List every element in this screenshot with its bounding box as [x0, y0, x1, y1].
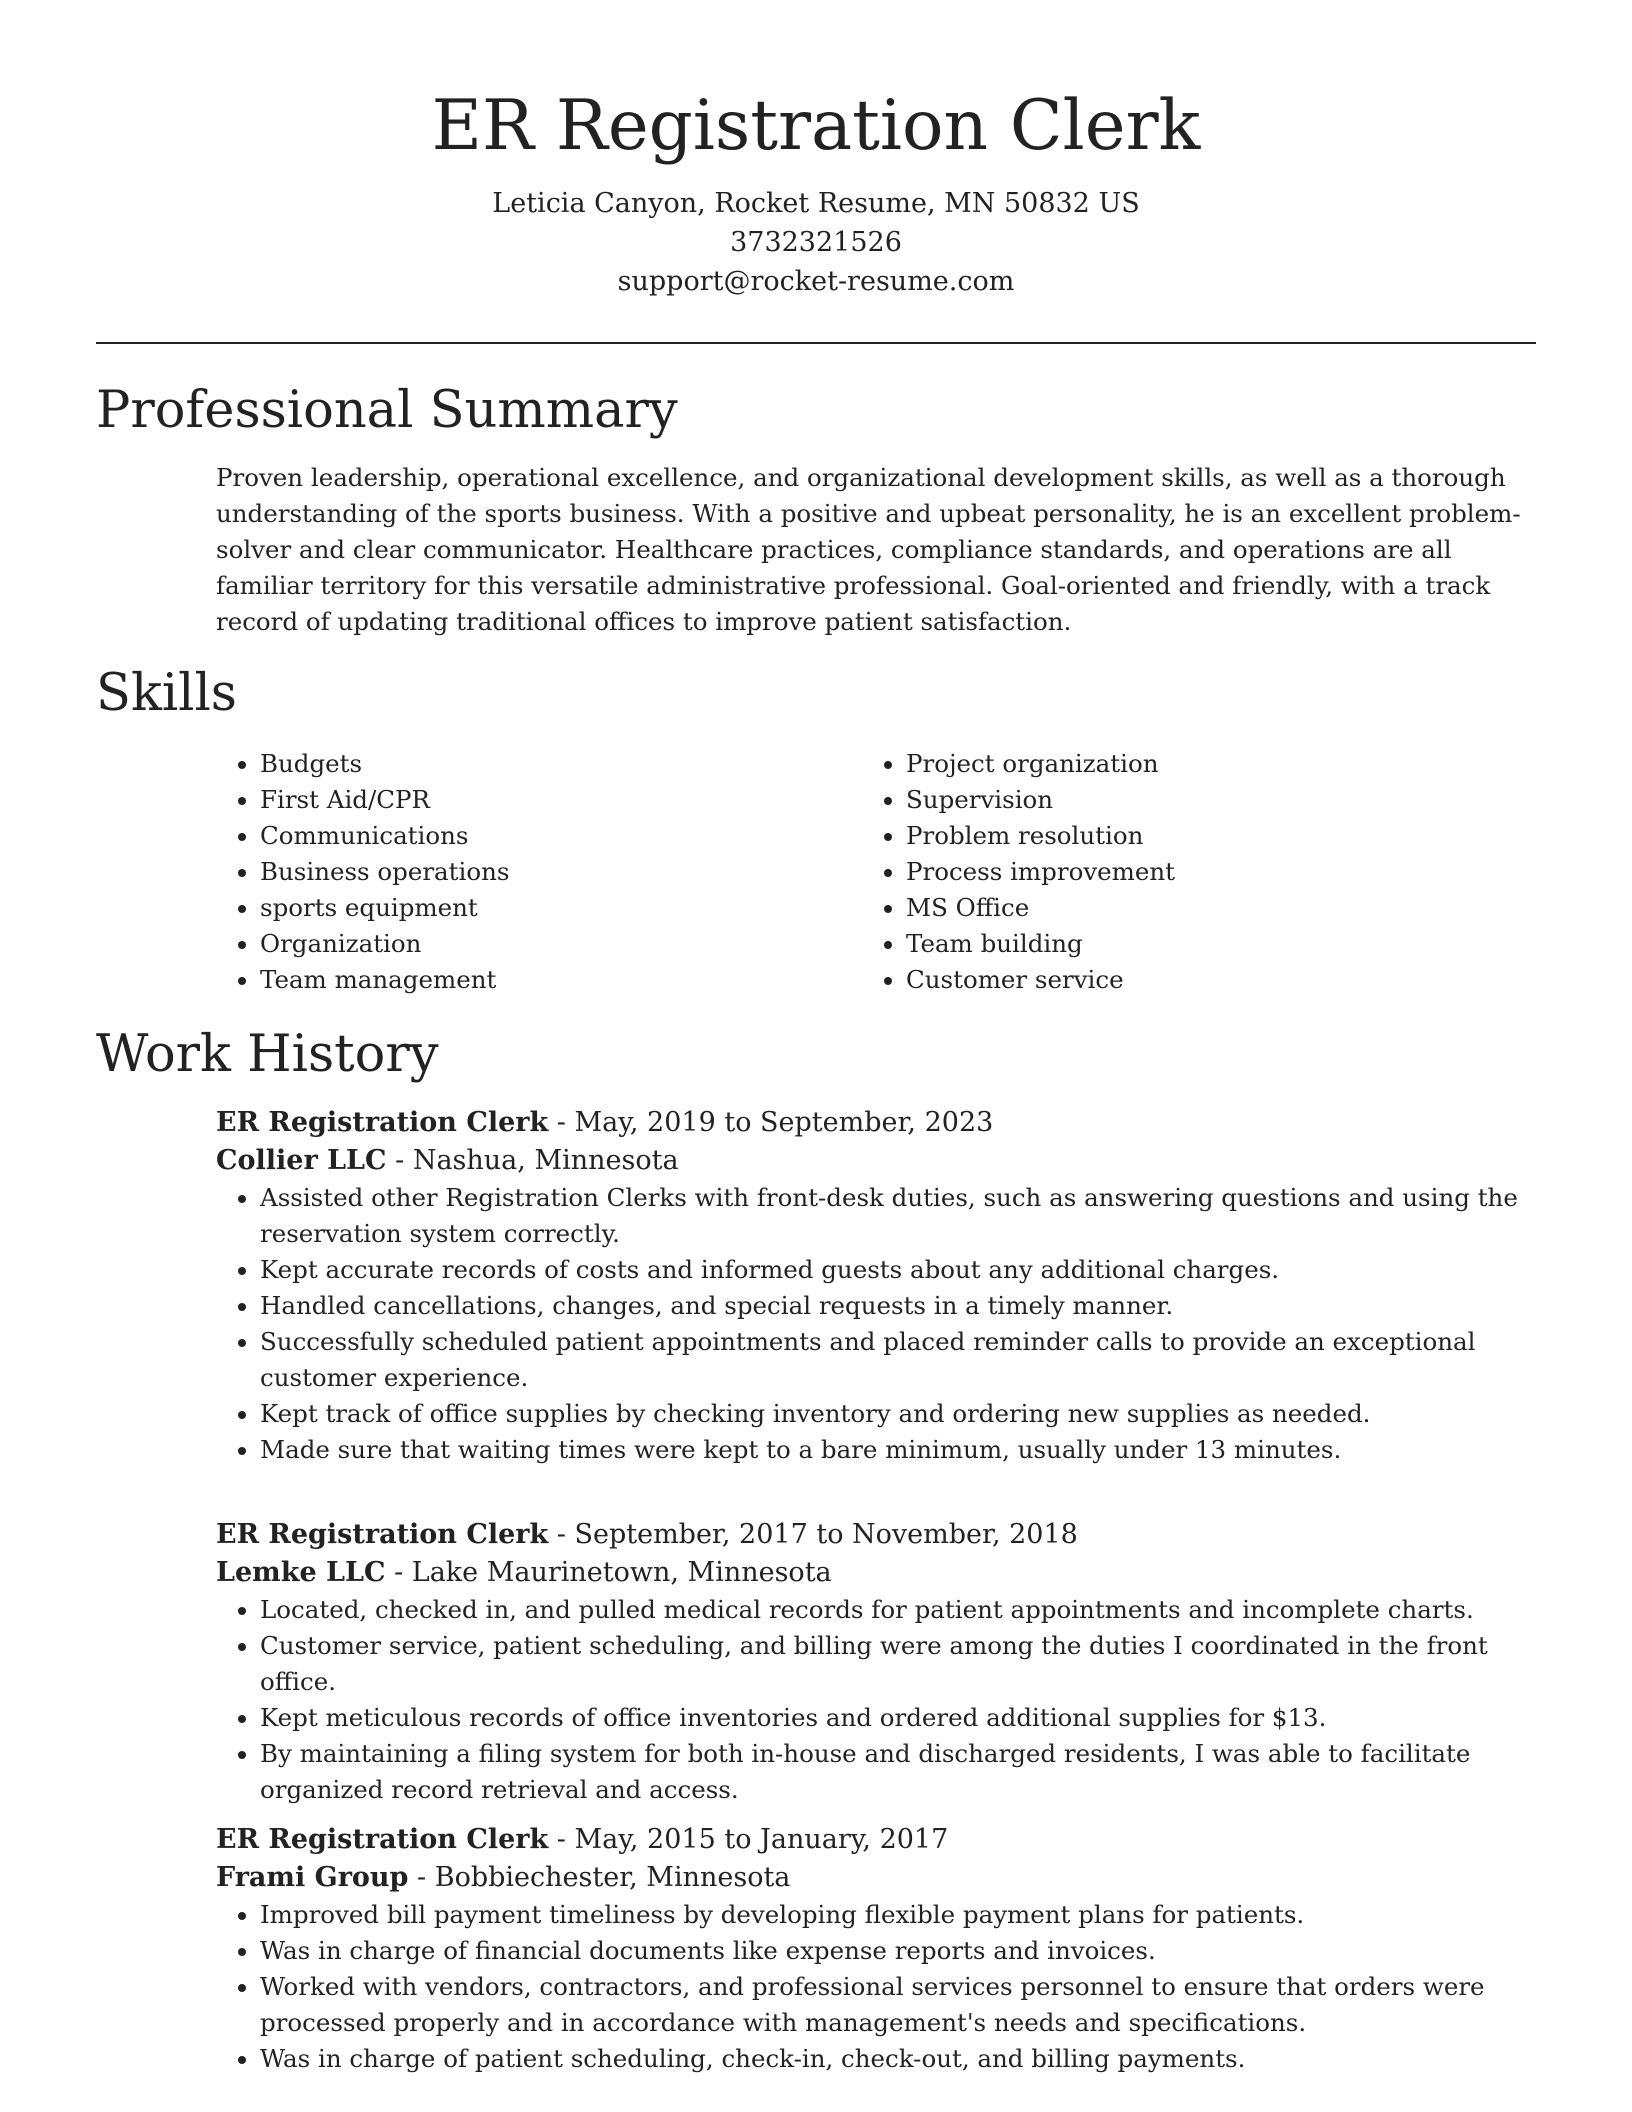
job-duty: • Located, checked in, and pulled medical records for patient appointments and incomplete charts. — [260, 1592, 1546, 1628]
skills-column-right — [862, 746, 1462, 998]
job-duty: • Made sure that waiting times were kept to a bare minimum, usually under 13 minutes. — [260, 1432, 1546, 1468]
skill-item: • Communications — [260, 818, 816, 854]
skill-item: • Supervision — [906, 782, 1462, 818]
contact-address: Leticia Canyon, Rocket Resume, MN 50832 US — [492, 188, 1140, 219]
skill-item: • Project organization — [906, 746, 1462, 782]
skill-item: • Team building — [906, 926, 1462, 962]
job-title-line: ER Registration Clerk - September, 2017 to November, 2018 — [216, 1519, 1078, 1550]
job-title-line: ER Registration Clerk - May, 2019 to September, 2023 — [216, 1107, 994, 1138]
skill-item: • Process improvement — [906, 854, 1462, 890]
job-duty: • Worked with vendors, contractors, and professional services personnel to ensure that orders were processed properly and in accordance with management's needs and specifications. — [260, 1969, 1546, 2041]
job-duty: • Improved bill payment timeliness by developing flexible payment plans for patients. — [260, 1897, 1546, 1933]
job-location: Bobbiechester, Minnesota — [434, 1862, 791, 1893]
job-company-line: Lemke LLC - Lake Maurinetown, Minnesota — [216, 1557, 832, 1588]
job-company: Frami Group — [216, 1862, 409, 1893]
skill-item: • Organization — [260, 926, 816, 962]
job-title-line: ER Registration Clerk - May, 2015 to January, 2017 — [216, 1824, 949, 1855]
job-title: ER Registration Clerk — [216, 1107, 549, 1138]
job-location: Lake Maurinetown, Minnesota — [411, 1557, 832, 1588]
skill-item: • Problem resolution — [906, 818, 1462, 854]
job-dates: May, 2015 to January, 2017 — [574, 1824, 949, 1855]
resume-name: ER Registration Clerk — [431, 86, 1201, 166]
header-divider — [96, 342, 1536, 344]
job-entry — [216, 1104, 1546, 1468]
contact-info — [0, 184, 1632, 301]
skills-list-left — [216, 746, 816, 998]
job-company: Lemke LLC — [216, 1557, 386, 1588]
job-duties-list — [216, 1897, 1546, 2077]
job-duty: • Kept meticulous records of office inventories and ordered additional supplies for $13. — [260, 1700, 1546, 1736]
summary-text: Proven leadership, operational excellence, and organizational development skills, as well as a thorough understanding of the sports business. With a positive and upbeat personality, he is an excellent problem-solver and clear communicator. Healthcare practices, compliance standards, and operations are all familiar territory for this versatile administrative professional. Goal-oriented and friendly, with a track record of updating traditional offices to improve patient satisfaction. — [216, 463, 1521, 636]
skill-item: • First Aid/CPR — [260, 782, 816, 818]
job-title: ER Registration Clerk — [216, 1824, 549, 1855]
skill-item: • Customer service — [906, 962, 1462, 998]
job-duty: • Was in charge of financial documents like expense reports and invoices. — [260, 1933, 1546, 1969]
skill-item: • sports equipment — [260, 890, 816, 926]
skill-item: • Budgets — [260, 746, 816, 782]
job-duty: • Handled cancellations, changes, and special requests in a timely manner. — [260, 1288, 1546, 1324]
skill-item: • Business operations — [260, 854, 816, 890]
job-duties-list — [216, 1592, 1546, 1808]
job-duty: • Kept track of office supplies by checking inventory and ordering new supplies as needed. — [260, 1396, 1546, 1432]
job-duty: • Customer service, patient scheduling, and billing were among the duties I coordinated in the front office. — [260, 1628, 1546, 1700]
job-dates: September, 2017 to November, 2018 — [574, 1519, 1078, 1550]
skill-item: • MS Office — [906, 890, 1462, 926]
skills-list-right — [862, 746, 1462, 998]
contact-email: support@rocket-resume.com — [617, 266, 1015, 297]
work-history-heading: Work History — [96, 1025, 439, 1084]
job-dates: May, 2019 to September, 2023 — [574, 1107, 994, 1138]
contact-phone: 3732321526 — [730, 227, 902, 258]
skills-column-left — [216, 746, 816, 998]
job-duty: • Kept accurate records of costs and informed guests about any additional charges. — [260, 1252, 1546, 1288]
job-duties-list — [216, 1180, 1546, 1468]
resume-header — [0, 0, 1632, 301]
job-company-line: Frami Group - Bobbiechester, Minnesota — [216, 1862, 791, 1893]
job-company: Collier LLC — [216, 1145, 387, 1176]
job-duty: • Was in charge of patient scheduling, check-in, check-out, and billing payments. — [260, 2041, 1546, 2077]
job-entry — [216, 1516, 1546, 1808]
summary-heading: Professional Summary — [96, 381, 678, 440]
job-duty: • Assisted other Registration Clerks with front-desk duties, such as answering questions and using the reservation system correctly. — [260, 1180, 1546, 1252]
job-location: Nashua, Minnesota — [412, 1145, 679, 1176]
skill-item: • Team management — [260, 962, 816, 998]
job-duty: • Successfully scheduled patient appointments and placed reminder calls to provide an exceptional customer experience. — [260, 1324, 1546, 1396]
job-company-line: Collier LLC - Nashua, Minnesota — [216, 1145, 679, 1176]
job-entry — [216, 1821, 1546, 2077]
skills-heading: Skills — [96, 664, 237, 723]
job-duty: • By maintaining a filing system for both in-house and discharged residents, I was able to facilitate organized record retrieval and access. — [260, 1736, 1546, 1808]
job-title: ER Registration Clerk — [216, 1519, 549, 1550]
